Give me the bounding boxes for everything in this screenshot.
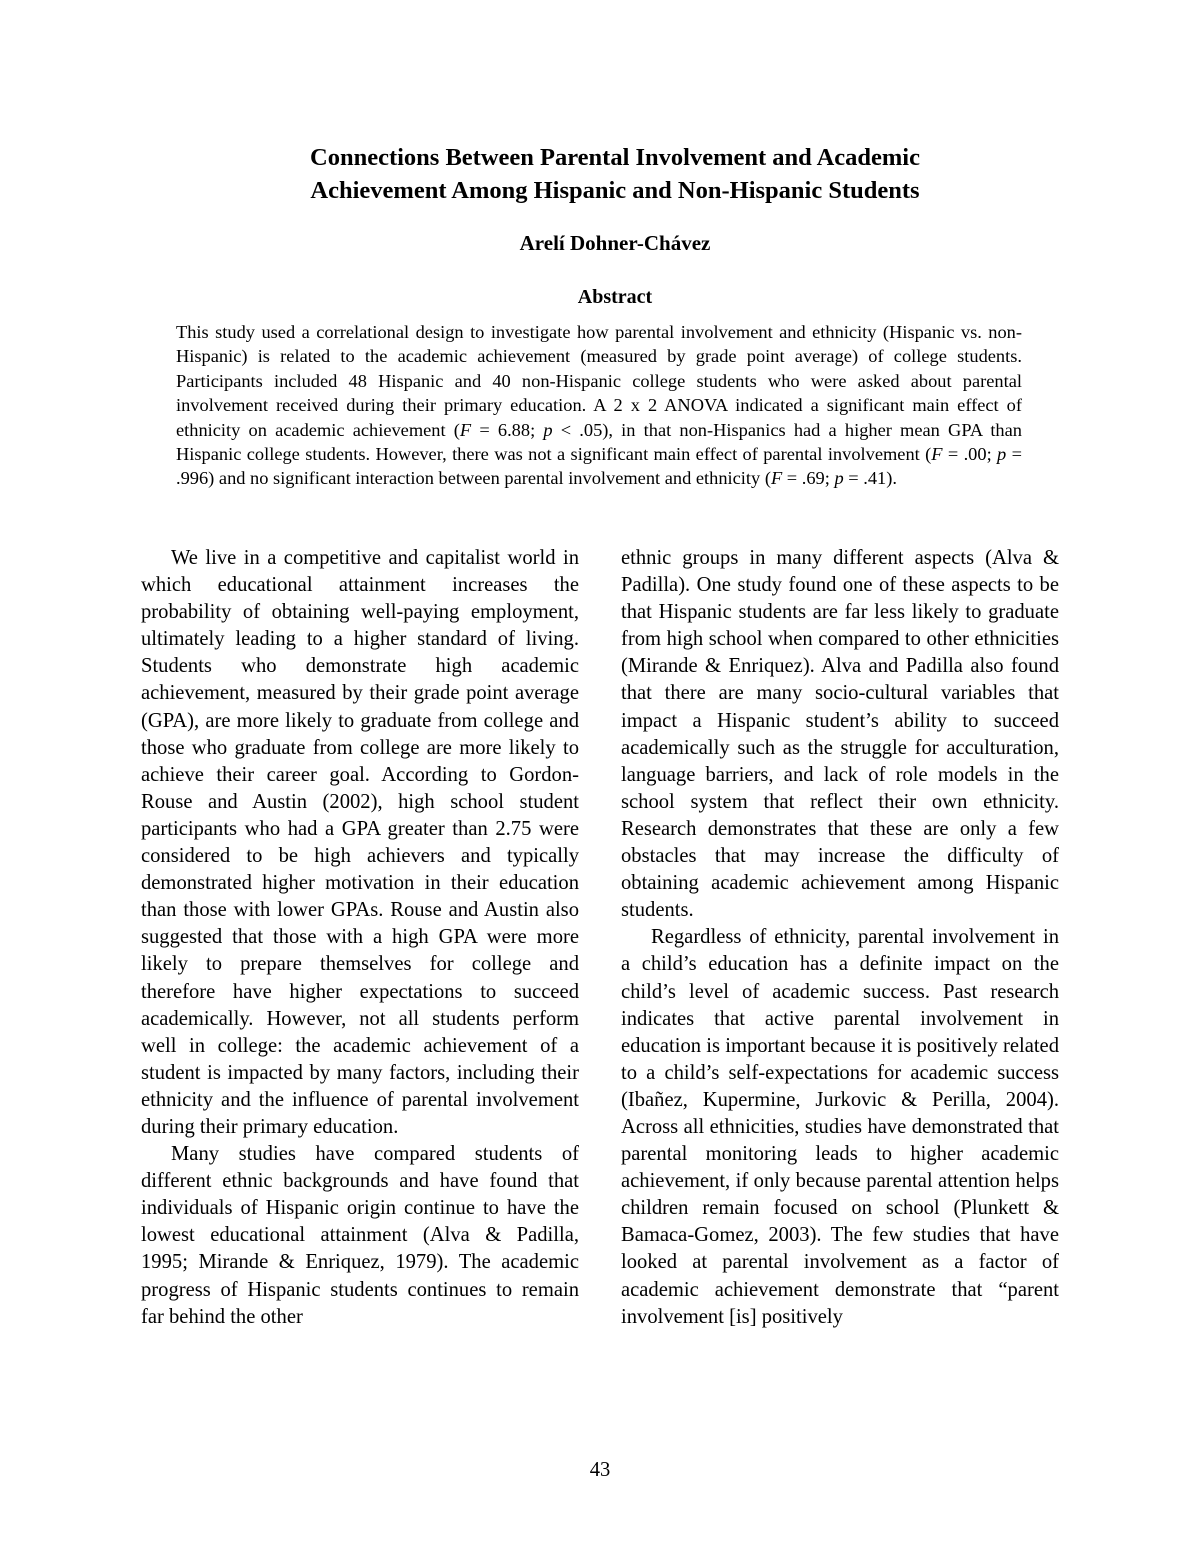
abstract-text-part: = .69; <box>782 468 835 489</box>
paper-title <box>150 141 1080 207</box>
abstract-text <box>176 320 1022 491</box>
abstract-text-part: = .41). <box>843 468 897 489</box>
stat-symbol: F <box>459 419 472 440</box>
stat-symbol: p <box>997 444 1007 465</box>
stat-symbol: F <box>931 444 943 465</box>
body-column-right <box>621 545 1059 1331</box>
abstract-heading: Abstract <box>577 286 653 308</box>
body-paragraph: Many studies have compared students of different ethnic backgrounds and have found that individuals of Hispanic origin continue to have the lowest educational attainment (Alva & Padilla, 1995; Mirande & Enriquez, 1979). The academic progress of Hispanic students continues to remain far behind the other <box>141 1143 579 1328</box>
abstract-text-part: This study used a correlational design to investigate how parental involvement and ethnicity (Hispanic vs. non-Hispanic) is related to the academic achievement (measured by grade point average) of college students. Participants included 48 Hispanic and 40 non-Hispanic college students who were asked about parental involvement received during their primary education. A 2 x 2 ANOVA indicated a significant main effect of ethnicity on academic achievement ( <box>176 322 1022 440</box>
stat-symbol: p <box>543 419 553 440</box>
body-paragraph: Regardless of ethnicity, parental involvement in a child’s education has a definite impact on the child’s level of academic success. Past research indicates that active parental involvement in education is important because it is positively related to a child’s self-expectations for academic success (Ibañez, Kupermine, Jurkovic & Perilla, 2004). Across all ethnicities, studies have demonstrated that parental monitoring leads to higher academic achievement, if only because parental attention helps children remain focused on school (Plunkett & Bamaca-Gomez, 2003). The few studies that have looked at parental involvement as a factor of academic achievement demonstrate that “parent involvement [is] positively <box>621 926 1059 1328</box>
abstract-text-part: = 6.88; <box>471 419 544 440</box>
stat-symbol: F <box>770 468 783 489</box>
body-paragraph: We live in a competitive and capitalist world in which educational attainment increases the probability of obtaining well-paying employment, ultimately leading to a higher standard of living. Students who demonstrate high academic achievement, measured by their grade point average (GPA), are more likely to graduate from college and those who graduate from college are more likely to achieve their career goal. According to Gordon-Rouse and Austin (2002), high school student participants who had a GPA greater than 2.75 were considered to be high achievers and typically demonstrated higher motivation in their education than those with lower GPAs. Rouse and Austin also suggested that those with a high GPA were more likely to prepare themselves for college and therefore have higher expectations to succeed academically. However, not all students perform well in college: the academic achievement of a student is impacted by many factors, including their ethnicity and the influence of parental involvement during their primary education. <box>141 547 579 1138</box>
abstract-text-part: = .00; <box>942 444 998 465</box>
title-line-2: Achievement Among Hispanic and Non-Hispanic Students <box>310 177 920 204</box>
author-name: Arelí Dohner-Chávez <box>519 231 711 255</box>
title-line-1: Connections Between Parental Involvement and Academic <box>310 144 920 171</box>
abstract-text-part: < .05), in that non-Hispanics had a higher mean GPA than Hispanic college students. However, there was not a significant main effect of parental involvement ( <box>176 419 1022 465</box>
body-paragraph: ethnic groups in many different aspects (Alva & Padilla). One study found one of these aspects to be that Hispanic students are far less likely to graduate from high school when compared to other ethnicities (Mirande & Enriquez). Alva and Padilla also found that there are many socio-cultural variables that impact a Hispanic student’s ability to succeed academically such as the struggle for acculturation, language barriers, and lack of role models in the school system that reflect their own ethnicity. Research demonstrates that these are only a few obstacles that may increase the difficulty of obtaining academic achievement among Hispanic students. <box>621 547 1059 922</box>
stat-symbol: p <box>834 468 844 489</box>
page-number: 43 <box>589 1459 611 1481</box>
body-column-left <box>141 545 579 1331</box>
abstract-text-part: = .996) and no significant interaction between parental involvement and ethnicity ( <box>176 444 1022 489</box>
